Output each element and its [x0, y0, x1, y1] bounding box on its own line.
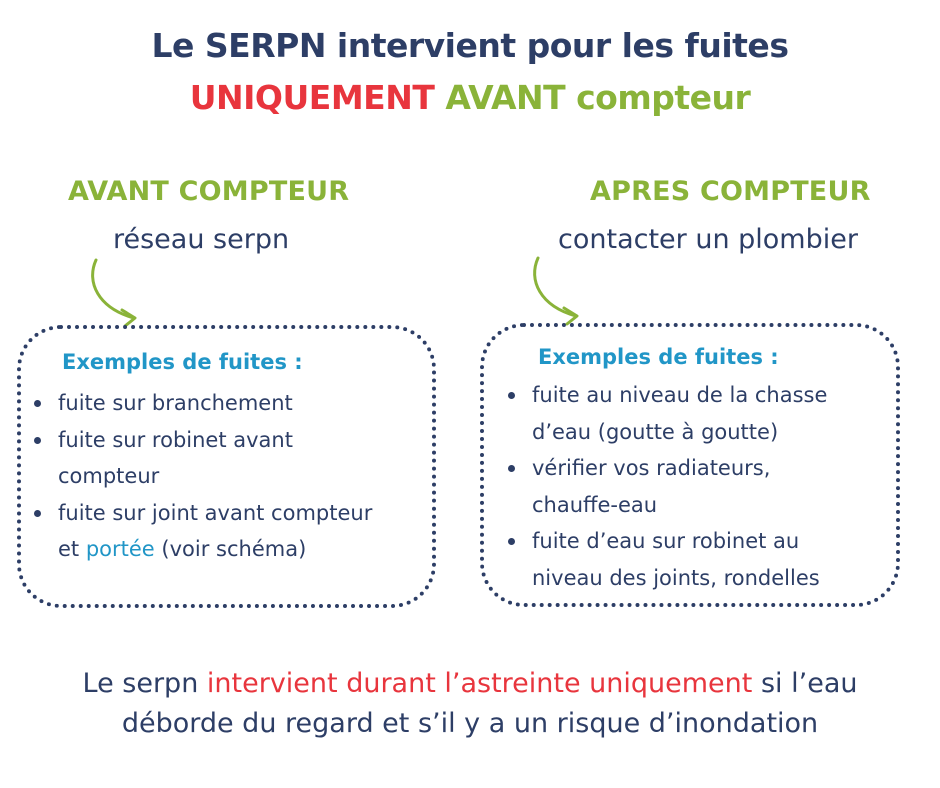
footer-highlight: intervient durant l’astreinte uniquement [206, 668, 753, 699]
left-heading: AVANT COMPTEUR [68, 176, 350, 207]
list-item-text: fuite sur joint avant compteur [58, 500, 373, 525]
footer-line-2: déborde du regard et s’il y a un risque d’inondation [121, 708, 819, 739]
list-item-text: fuite sur robinet avant compteur [58, 427, 293, 488]
list-item [506, 523, 866, 596]
list-item [506, 377, 866, 450]
list-item [32, 385, 432, 422]
list-item-text: fuite sur branchement [58, 391, 293, 415]
title-avant-compteur: AVANT compteur [445, 78, 751, 117]
right-subheading: contacter un plombier [558, 224, 858, 255]
right-box-title: Exemples de fuites : [538, 345, 779, 369]
left-examples-list [32, 385, 432, 568]
title-uniquement: UNIQUEMENT [189, 78, 435, 117]
list-item [32, 422, 432, 495]
list-item [506, 450, 866, 523]
list-item-text: fuite d’eau sur robinet au niveau des joints, rondelles [532, 529, 820, 590]
list-item-text: vérifier vos radiateurs, chauffe-eau [532, 456, 771, 517]
right-heading: APRES COMPTEUR [590, 176, 871, 207]
page-title-line-1: Le SERPN intervient pour les fuites [151, 26, 789, 65]
footer-line-1 [0, 664, 940, 704]
left-subheading: réseau serpn [113, 224, 290, 255]
right-curved-arrow-icon [524, 256, 594, 326]
footer-text-end: si l’eau [760, 668, 858, 699]
list-item [32, 495, 432, 568]
portee-highlight: portée [85, 537, 155, 561]
right-examples-list [506, 377, 866, 596]
list-item-text-tail: (voir schéma) [161, 537, 307, 561]
left-curved-arrow-icon [82, 258, 152, 328]
list-item-text-et: et [58, 537, 80, 561]
list-item-text: fuite au niveau de la chasse d’eau (goutte à goutte) [532, 383, 828, 444]
footer-text-start: Le serpn [82, 668, 199, 699]
left-box-title: Exemples de fuites : [62, 350, 303, 374]
page-title-line-2 [0, 74, 940, 122]
